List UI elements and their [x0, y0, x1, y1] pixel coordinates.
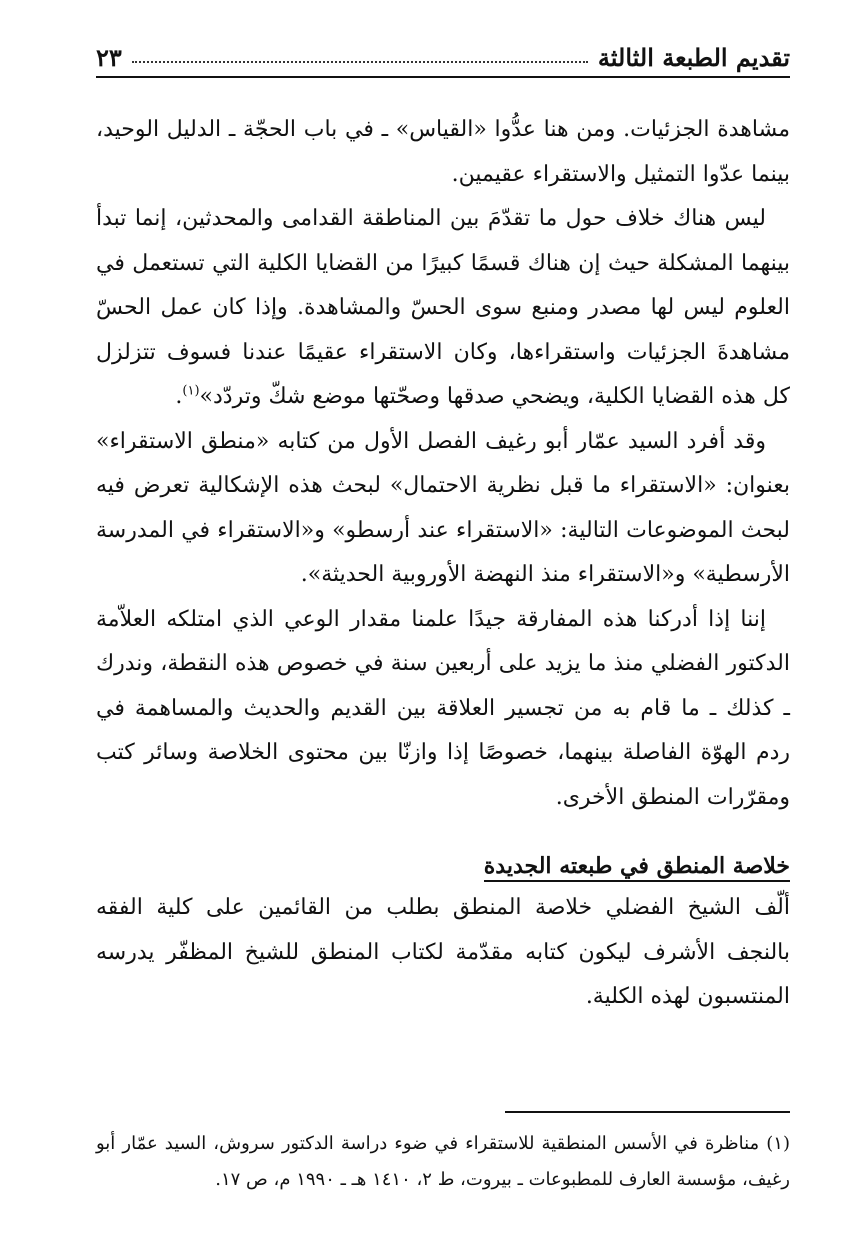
paragraph-2-text: ليس هناك خلاف حول ما تقدّمَ بين المناطقة القدامى والمحدثين، إنما تبدأ بينهما المشكلة حيث إن هناك قسمًا كبيرًا من القضايا الكلية التي تستعمل في العلوم ليس لها مصدر ومنبع سوى الحسّ والمشاهدة. وإذا كان عمل الحسّ مشاهدةَ الجزئيات واستقراءها، وكان الاستقراء عقيمًا عندنا فسوف تتزلزل كل هذه القضايا الكلية، ويضحي صدقها وصحّتها موضع شكّ وتردّد»: [96, 206, 790, 409]
paragraph-4: إننا إذا أدركنا هذه المفارقة جيدًا علمنا مقدار الوعي الذي امتلكه العلاّمة الدكتور الفضلي منذ ما يزيد على أربعين سنة في خصوص هذه النقطة، وندرك ـ كذلك ـ ما قام به من تجسير العلاقة بين القديم والحديث والمساهمة في ردم الهوّة الفاصلة بينهما، خصوصًا إذا وازنّا بين محتوى الخلاصة وسائر كتب ومقرّرات المنطق الأخرى.: [96, 606, 790, 810]
paragraph-3: وقد أفرد السيد عمّار أبو رغيف الفصل الأول من كتابه «منطق الاستقراء» بعنوان: «الاستقراء ما قبل نظرية الاحتمال» لبحث هذه الإشكالية تعرض فيه لبحث الموضوعات التالية: «الاستقراء عند أرسطو» و«الاستقراء في المدرسة الأرسطية» و«الاستقراء منذ النهضة الأوروبية الحديثة».: [96, 428, 790, 587]
paragraph-2: [96, 197, 790, 420]
book-page: [96, 28, 790, 1228]
header-dot-leader: [132, 61, 588, 63]
footnote-reference[interactable]: (١): [182, 383, 200, 399]
section-paragraph: ألّف الشيخ الفضلي خلاصة المنطق بطلب من القائمين على كلية الفقه بالنجف الأشرف ليكون كتابه مقدّمة لكتاب المنطق للشيخ المظفّر يدرسه المنتسبون لهذه الكلية.: [96, 895, 790, 1009]
main-text: [96, 108, 790, 1020]
paragraph-1: مشاهدة الجزئيات. ومن هنا عدُّوا «القياس» ـ في باب الحجّة ـ الدليل الوحيد، بينما عدّوا التمثيل والاستقراء عقيمين.: [96, 117, 790, 187]
footnotes: [96, 1126, 790, 1198]
running-header-title: تقديم الطبعة الثالثة: [597, 43, 790, 72]
footnote-divider: [505, 1111, 790, 1113]
paragraph-2-end: .: [175, 384, 183, 409]
running-header: [96, 28, 790, 78]
section-heading: [96, 846, 790, 886]
section-heading-text: خلاصة المنطق في طبعته الجديدة: [484, 853, 790, 882]
page-number: ٢٣: [96, 43, 122, 72]
footnote-1: (١) مناظرة في الأسس المنطقية للاستقراء في ضوء دراسة الدكتور سروش، السيد عمّار أبو رغيف، مؤسسة العارف للمطبوعات ـ بيروت، ط ٢، ١٤١٠ هـ ـ ١٩٩٠ م، ص ١٧.: [96, 1133, 790, 1190]
